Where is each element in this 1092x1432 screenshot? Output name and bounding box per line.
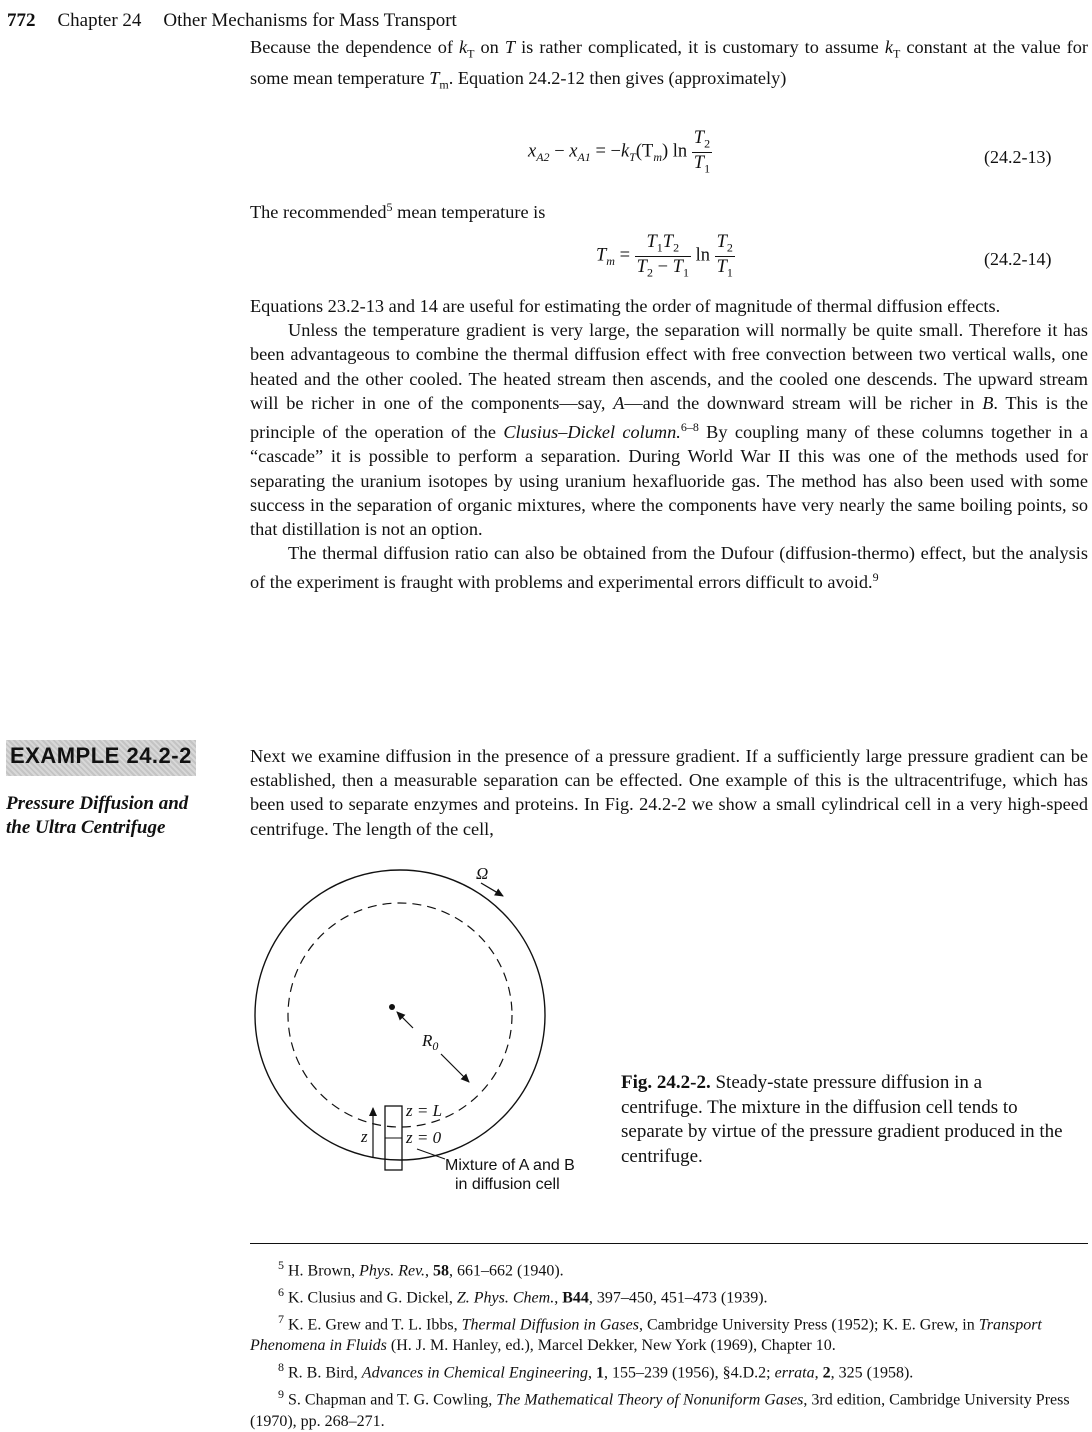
radius-arrow-start — [397, 1012, 413, 1028]
z-axis-label: z — [361, 1127, 368, 1146]
paragraph-2: The recommended$^5$ mean temperature is — [250, 200, 546, 223]
chapter-title: Other Mechanisms for Mass Transport — [163, 10, 457, 31]
footnote-divider — [250, 1243, 1088, 1244]
footnotes — [250, 1255, 1088, 1432]
footnote-9: $^9$ S. Chapman and T. G. Cowling, The Mathematical Theory of Nonuniform Gases, 3rd edition, Cambridge University Press (1970), pp. 268–271. — [250, 1386, 1070, 1430]
paragraph-5: The thermal diffusion ratio can also be obtained from the Dufour (diffusion-thermo) effect, but the analysis of the experiment is fraught with problems and experimental errors difficult to avoid.$^9$ — [250, 543, 1088, 593]
figure-caption: Fig. 24.2-2. Steady-state pressure diffusion in a centrifuge. The mixture in the diffusion cell tends to separate by virtue of the pressure gradient produced in the centrifuge. — [621, 1072, 1063, 1167]
radius-arrow-end — [441, 1054, 469, 1082]
footnote-8: $^8$ R. B. Bird, Advances in Chemical Engineering, 1, 155–239 (1956), §4.D.2; errata, 2, 325 (1958). — [278, 1359, 914, 1382]
paragraph-4: Unless the temperature gradient is very large, the separation will normally be quite small. Therefore it has been advantageous to combine the thermal diffusion effect with free convection between two vertical walls, one heated and the other cooled. The heated stream then ascends, and the cooled one descends. The upward stream will be richer in one of the components—say, A—and the downward stream will be richer in B. This is the principle of the operation of the Clusius–Dickel column.$^{6-8}$ By coupling many of these columns together in a “cascade” it is possible to perform a separation. During World War II this was one of the methods used for separating the uranium isotopes by using uranium hexafluoride gas. The method has also been used with some success in the separation of organic mixtures, where the components have very nearly the same boiling points, so that distillation is not an option. — [250, 320, 1089, 539]
example-subtitle: Pressure Diffusion and the Ultra Centrifuge — [6, 793, 189, 838]
z-bottom-label: z = 0 — [406, 1128, 442, 1147]
paragraph-3: Equations 23.2-13 and 14 are useful for estimating the order of magnitude of thermal diffusion effects. — [250, 296, 1001, 316]
paragraph-6: Next we examine diffusion in the presence of a pressure gradient. If a sufficiently large pressure gradient can be established, then a measurable separation can be effected. One example of this is the ultracentrifuge, which has been used to separate enzymes and proteins. In Fig. 24.2-2 we show a small cylindrical cell in a very high-speed centrifuge. The length of the cell, — [250, 746, 1088, 839]
page-number: 772 — [7, 10, 36, 31]
footnote-5: $^5$ H. Brown, Phys. Rev., 58, 661–662 (1940). — [278, 1258, 564, 1280]
equation-24-2-14: $T_m$ = $\frac{T_1T_2}{T_2 - T_1}$ ln $\frac{T_2}{T_1}$ — [596, 232, 733, 280]
running-header — [7, 10, 457, 32]
radius-label: $R_0$ — [422, 1031, 439, 1053]
footnote-6: $^6$ K. Clusius and G. Dickel, Z. Phys. Chem., B44, 397–450, 451–473 (1939). — [278, 1284, 768, 1307]
chapter-label: Chapter 24 — [57, 10, 142, 31]
figure-number: Fig. 24.2-2. — [621, 1072, 711, 1093]
equation-24-2-13: $x_{A2} - x_{A1} = -k_T(T_m)$ ln $\frac{T_2}{T_1}$ — [528, 128, 711, 176]
omega-label: Ω — [476, 864, 489, 883]
rotation-center-dot — [389, 1004, 395, 1010]
omega-arrow — [481, 883, 503, 896]
example-label: EXAMPLE 24.2-2 — [10, 743, 192, 768]
paragraph-1: Because the dependence of $k_T$ on T is rather complicated, it is customary to assume $k_T$ constant at the value for some mean temperature $T_m$. Equation 24.2-12 then gives (approximately) — [250, 37, 1088, 92]
footnote-7: $^7$ K. E. Grew and T. L. Ibbs, Thermal Diffusion in Gases, Cambridge University Press (1952); K. E. Grew, in Transport Phenomena in Fluids (H. J. M. Hanley, ed.), Marcel Dekker, New York (1969), Chapter 10. — [250, 1311, 1042, 1355]
mixture-label-line2: in diffusion cell — [455, 1176, 560, 1193]
centrifuge-figure — [235, 862, 605, 1207]
paragraph-block — [250, 294, 1088, 595]
equation-number-14: (24.2-14) — [984, 249, 1052, 269]
equation-number-13: (24.2-13) — [984, 147, 1052, 167]
z-top-label: z = L — [406, 1101, 443, 1120]
mixture-label-line1: Mixture of A and B — [445, 1157, 575, 1174]
